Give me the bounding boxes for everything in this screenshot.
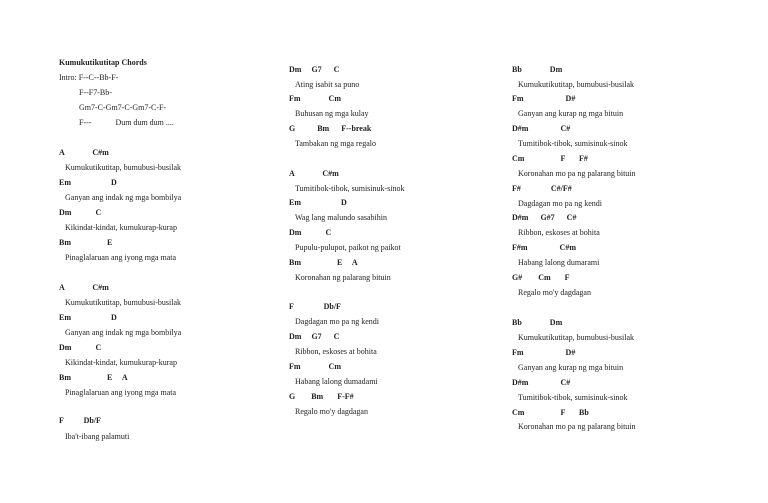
lyric-line: Tumitibok-tibok, sumisinuk-sinok xyxy=(295,184,405,193)
lyric-line: Pupulu-pulupot, paikot ng paikot xyxy=(295,243,401,252)
song-title: Kumukutikutitap Chords xyxy=(59,58,147,67)
chord-line: Bm E xyxy=(59,238,113,247)
chord-line: Bb Dm xyxy=(512,318,563,327)
lyric-line: Ganyan ang kurap ng mga bituin xyxy=(518,109,624,118)
chord-line: Em D xyxy=(59,313,117,322)
lyric-line: Kikindat-kindat, kumukurap-kurap xyxy=(65,358,177,367)
lyric-line: Ganyan ang indak ng mga bombilya xyxy=(65,193,182,202)
intro-line: F--F7-Bb- xyxy=(79,88,112,97)
chord-line: Fm Cm xyxy=(289,94,341,103)
chord-line: Fm Cm xyxy=(289,362,341,371)
chord-line: A C#m xyxy=(59,283,109,292)
lyric-line: Koronahan mo pa ng palarang bituin xyxy=(518,169,636,178)
lyric-line: Buhusan ng mga kulay xyxy=(295,109,369,118)
chord-line: D#m G#7 C# xyxy=(512,213,577,222)
lyric-line: Koronahan mo pa ng palarang bituin xyxy=(518,422,636,431)
chord-line: Cm F F# xyxy=(512,154,588,163)
chord-line: F#m C#m xyxy=(512,243,576,252)
lyric-line: Tumitibok-tibok, sumisinuk-sinok xyxy=(518,393,628,402)
lyric-line: Iba't-ibang palamuti xyxy=(65,432,130,441)
chord-line: Dm C xyxy=(59,208,102,217)
lyric-line: Ganyan ang indak ng mga bombilya xyxy=(65,328,182,337)
chord-line: D#m C# xyxy=(512,124,571,133)
lyric-line: Pinaglalaruan ang iyong mga mata xyxy=(65,388,177,397)
chord-line: Bm E A xyxy=(289,258,358,267)
chord-line: F# C#/F# xyxy=(512,184,572,193)
chord-line: F Db/F xyxy=(59,416,101,425)
chord-line: G# Cm F xyxy=(512,273,570,282)
lyric-line: Regalo mo'y dagdagan xyxy=(518,288,591,297)
chord-line: A C#m xyxy=(59,148,109,157)
chord-line: Em D xyxy=(289,198,347,207)
lyric-line: Kumukutikutitap, bumubusi-busilak xyxy=(65,298,181,307)
chord-line: Em D xyxy=(59,178,117,187)
chord-line: Fm D# xyxy=(512,94,576,103)
chord-line: Dm C xyxy=(59,343,102,352)
chord-line: Dm G7 C xyxy=(289,332,340,341)
lyric-line: Wag lang malundo sasabihin xyxy=(295,213,388,222)
lyric-line: Ating isabit sa puno xyxy=(295,80,360,89)
lyric-line: Tambakan ng mga regalo xyxy=(295,139,376,148)
lyric-line: Ganyan ang kurap ng mga bituin xyxy=(518,363,624,372)
lyric-line: Ribbon, eskoses at bohita xyxy=(295,347,377,356)
chord-line: Bb Dm xyxy=(512,65,563,74)
chord-line: G Bm F--break xyxy=(289,124,372,133)
chord-line: Cm F Bb xyxy=(512,408,589,417)
lyric-line: Kumukutikutitap, bumubusi-busilak xyxy=(518,333,634,342)
lyric-line: Ribbon, eskoses at bohita xyxy=(518,228,600,237)
chord-line: Dm C xyxy=(289,228,332,237)
lyric-line: Dagdagan mo pa ng kendi xyxy=(518,199,602,208)
lyric-line: Kumukutikutitap, bumubusi-busilak xyxy=(518,80,634,89)
lyric-line: Koronahan ng palarang bituin xyxy=(295,273,391,282)
chord-line: Dm G7 C xyxy=(289,65,340,74)
chord-line: Bm E A xyxy=(59,373,128,382)
chord-line: F Db/F xyxy=(289,302,341,311)
chord-line: G Bm F-F# xyxy=(289,392,354,401)
lyric-line: Kikindat-kindat, kumukurap-kurap xyxy=(65,223,177,232)
lyric-line: Tumitibok-tibok, sumisinuk-sinok xyxy=(518,139,628,148)
lyric-line: Habang lalong dumarami xyxy=(518,258,600,267)
chord-line: D#m C# xyxy=(512,378,571,387)
lyric-line: Habang lalong dumadami xyxy=(295,377,378,386)
lyric-line: Kumukutikutitap, bumubusi-busilak xyxy=(65,163,181,172)
intro-line: Intro: F--C--Bb-F- xyxy=(59,73,119,82)
intro-line: F--- Dum dum dum .... xyxy=(79,118,174,127)
intro-line: Gm7-C-Gm7-C-Gm7-C-F- xyxy=(79,103,167,112)
chord-line: A C#m xyxy=(289,169,339,178)
chord-line: Fm D# xyxy=(512,348,576,357)
lyric-line: Pinaglalaruan ang iyong mga mata xyxy=(65,253,177,262)
lyric-line: Regalo mo'y dagdagan xyxy=(295,407,368,416)
lyric-line: Dagdagan mo pa ng kendi xyxy=(295,317,379,326)
